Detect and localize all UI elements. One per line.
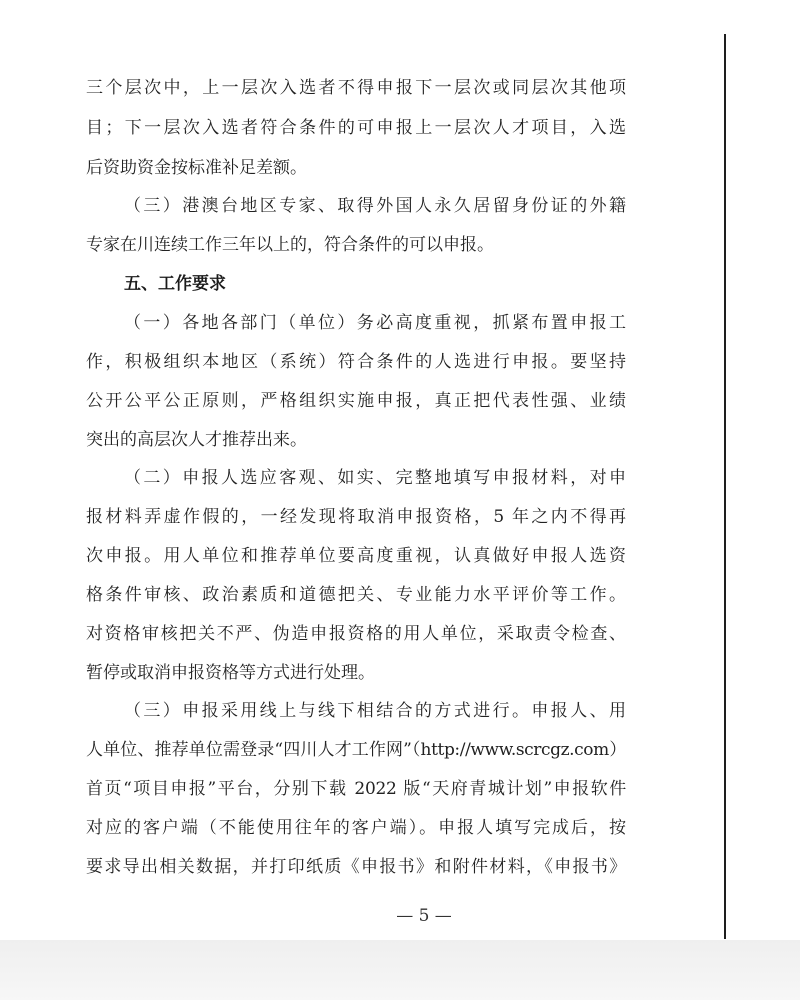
text-line: 对应的客户端（不能使用往年的客户端）。申报人填写完成后，按 (86, 818, 626, 838)
text-line: 暂停或取消申报资格等方式进行处理。 (86, 663, 375, 683)
text-line: （三）港澳台地区专家、取得外国人永久居留身份证的外籍 (124, 196, 626, 216)
text-line: （二）申报人选应客观、如实、完整地填写申报材料，对申 (124, 468, 626, 488)
text-line: 次申报。用人单位和推荐单位要高度重视，认真做好申报人选资 (86, 546, 626, 566)
page-number: — 5 — (396, 906, 452, 926)
text-line: 专家在川连续工作三年以上的，符合条件的可以申报。 (86, 235, 494, 255)
text-line: （一）各地各部门（单位）务必高度重视，抓紧布置申报工 (124, 313, 626, 333)
text-line: （三）申报采用线上与线下相结合的方式进行。申报人、用 (124, 701, 626, 721)
text-line: 报材料弄虚作假的，一经发现将取消申报资格，5 年之内不得再 (86, 507, 626, 527)
text-line: 格条件审核、政治素质和道德把关、专业能力水平评价等工作。 (86, 585, 626, 605)
text-line: 对资格审核把关不严、伪造申报资格的用人单位，采取责令检查、 (86, 624, 626, 644)
text-line: 首页“项目申报”平台，分别下载 2022 版“天府青城计划”申报软件 (86, 779, 626, 799)
text-line: 目；下一层次入选者符合条件的可申报上一层次人才项目，入选 (86, 118, 626, 138)
text-line: 突出的高层次人才推荐出来。 (86, 430, 307, 450)
text-line: 后资助资金按标准补足差额。 (86, 158, 307, 178)
text-line: 人单位、推荐单位需登录“四川人才工作网”（http://www.scrcgz.com） (86, 740, 626, 760)
section-heading: 五、工作要求 (124, 274, 226, 294)
text-line: 作，积极组织本地区（系统）符合条件的人选进行申报。要坚持 (86, 352, 626, 372)
background-margin (0, 940, 800, 1000)
text-line: 要求导出相关数据，并打印纸质《申报书》和附件材料，《申报书》 (86, 857, 626, 877)
text-line: 三个层次中，上一层次入选者不得申报下一层次或同层次其他项 (86, 78, 626, 98)
text-line: 公开公平公正原则，严格组织实施申报，真正把代表性强、业绩 (86, 391, 626, 411)
page-edge-divider (724, 34, 726, 939)
